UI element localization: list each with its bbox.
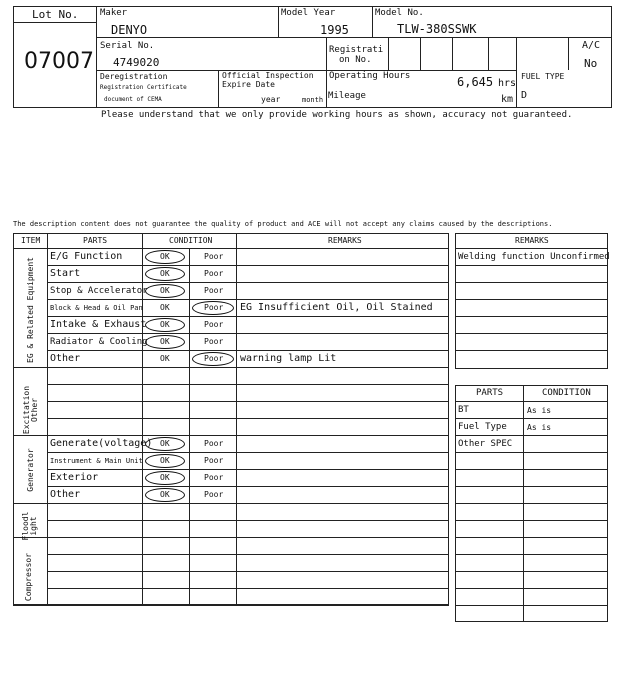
poor-option: Poor bbox=[204, 490, 224, 499]
serial-value: 4749020 bbox=[113, 56, 160, 69]
ok-option: OK bbox=[160, 303, 170, 312]
parts-row-divider bbox=[455, 401, 608, 402]
section-eg-label: EG & Related Equipment bbox=[26, 257, 35, 363]
eg-part: Other bbox=[50, 353, 81, 364]
condition-col-header: CONDITION bbox=[542, 388, 591, 398]
remarks-row-divider bbox=[455, 316, 608, 317]
gen-part: Other bbox=[50, 489, 81, 500]
section-floodlight-label-2: ight bbox=[29, 516, 38, 536]
parts-row-divider bbox=[455, 503, 608, 504]
maker-value: DENYO bbox=[111, 23, 148, 37]
section-excitation-label-2: Other bbox=[30, 397, 39, 423]
year-label: year bbox=[261, 95, 281, 104]
ac-label: A/C bbox=[582, 40, 601, 51]
lot-label: Lot No. bbox=[32, 8, 79, 21]
row-divider bbox=[47, 418, 449, 419]
remarks-row-divider bbox=[455, 248, 608, 249]
remarks-line-1: Welding function Unconfirmed bbox=[458, 252, 610, 262]
maker-label: Maker bbox=[100, 8, 128, 18]
row-divider bbox=[47, 486, 449, 487]
hrs-unit: hrs bbox=[498, 78, 517, 89]
section-divider bbox=[13, 503, 449, 504]
registration-label-line1: Registrati bbox=[329, 45, 384, 55]
ok-option: OK bbox=[160, 354, 170, 363]
parts-col-header: PARTS bbox=[476, 388, 504, 398]
row-divider bbox=[47, 554, 449, 555]
dereg-label: Deregistration bbox=[100, 72, 168, 81]
col-remarks: REMARKS bbox=[328, 236, 362, 245]
parts-row-divider bbox=[455, 537, 608, 538]
parts-row-part: Other SPEC bbox=[458, 439, 513, 449]
parts-row-divider bbox=[455, 571, 608, 572]
row-divider bbox=[47, 282, 449, 283]
month-label: month bbox=[302, 96, 324, 104]
fuel-type-label: FUEL TYPE bbox=[521, 72, 565, 81]
parts-row-divider bbox=[455, 520, 608, 521]
model-year-label: Model Year bbox=[281, 8, 336, 18]
hours-note: Please understand that we only provide working hours as shown, accuracy not guaranteed. bbox=[101, 110, 573, 120]
parts-row-divider bbox=[455, 435, 608, 436]
serial-label: Serial No. bbox=[100, 41, 155, 51]
ok-option: OK bbox=[160, 456, 170, 465]
poor-option: Poor bbox=[204, 337, 224, 346]
poor-option: Poor bbox=[204, 303, 224, 312]
parts-row-condition: As is bbox=[527, 406, 552, 415]
row-divider bbox=[47, 384, 449, 385]
parts-row-divider bbox=[455, 418, 608, 419]
section-divider bbox=[13, 435, 449, 436]
ok-option: OK bbox=[160, 252, 170, 261]
model-year-value: 1995 bbox=[320, 23, 349, 37]
ok-option: OK bbox=[160, 320, 170, 329]
section-excitation-label-1: Excitation bbox=[22, 385, 31, 435]
section-divider bbox=[13, 605, 449, 606]
poor-option: Poor bbox=[204, 269, 224, 278]
eg-part: Intake & Exhaust bbox=[50, 319, 147, 330]
registration-label-line2: on No. bbox=[339, 55, 372, 65]
eg-part: Radiator & Cooling bbox=[50, 337, 148, 347]
parts-row-part: Fuel Type bbox=[458, 422, 507, 432]
col-item: ITEM bbox=[21, 236, 41, 245]
ac-value: No bbox=[584, 57, 598, 70]
gen-part: Instrument & Main Unit bbox=[50, 457, 143, 465]
row-divider bbox=[47, 469, 449, 470]
eg-remark: warning lamp Lit bbox=[240, 353, 337, 364]
poor-option: Poor bbox=[204, 456, 224, 465]
ok-option: OK bbox=[160, 286, 170, 295]
eg-remark: EG Insufficient Oil, Oil Stained bbox=[240, 302, 433, 313]
ok-option: OK bbox=[160, 439, 170, 448]
row-divider bbox=[47, 299, 449, 300]
table-header-divider bbox=[13, 248, 449, 249]
parts-row-condition: As is bbox=[527, 423, 552, 432]
remarks-row-divider bbox=[455, 282, 608, 283]
gen-part: Generate(voltage) bbox=[50, 438, 153, 449]
poor-option: Poor bbox=[204, 286, 224, 295]
mileage-label: Mileage bbox=[328, 91, 366, 101]
parts-row-divider bbox=[455, 452, 608, 453]
section-generator-label: Generator bbox=[26, 448, 35, 492]
section-divider bbox=[13, 367, 449, 368]
ok-option: OK bbox=[160, 473, 170, 482]
lot-number: 07007 bbox=[24, 49, 94, 74]
inspection-label-line1: Official Inspection bbox=[222, 71, 314, 80]
eg-part: Stop & Accelerator bbox=[50, 286, 148, 296]
ok-option: OK bbox=[160, 269, 170, 278]
col-condition: CONDITION bbox=[169, 236, 213, 245]
eg-part: Start bbox=[50, 268, 81, 279]
disclaimer: The description content does not guarantee the quality of product and ACE will not accept any claims caused by the descriptions. bbox=[13, 220, 553, 228]
ok-option: OK bbox=[160, 490, 170, 499]
row-divider bbox=[47, 333, 449, 334]
parts-row-divider bbox=[455, 588, 608, 589]
parts-row-part: BT bbox=[458, 405, 469, 415]
gen-part: Exterior bbox=[50, 472, 99, 483]
inspection-label-line2: Expire Date bbox=[222, 80, 275, 89]
fuel-type-value: D bbox=[521, 90, 528, 101]
reg-cert-label: Registration Certificate bbox=[100, 84, 187, 91]
model-no-label: Model No. bbox=[375, 8, 424, 18]
parts-row-divider bbox=[455, 469, 608, 470]
row-divider bbox=[47, 452, 449, 453]
parts-row-divider bbox=[455, 554, 608, 555]
remarks-row-divider bbox=[455, 350, 608, 351]
parts-row-divider bbox=[455, 605, 608, 606]
poor-option: Poor bbox=[204, 439, 224, 448]
section-floodlight-label-1: Floodl bbox=[21, 511, 30, 541]
operating-hours-label: Operating Hours bbox=[329, 71, 411, 81]
model-no-value: TLW-380SSWK bbox=[397, 22, 477, 36]
remarks-header: REMARKS bbox=[515, 236, 549, 245]
col-parts: PARTS bbox=[83, 236, 108, 245]
km-unit: km bbox=[501, 94, 514, 105]
eg-part: E/G Function bbox=[50, 251, 123, 262]
row-divider bbox=[47, 401, 449, 402]
section-divider bbox=[13, 537, 449, 538]
remarks-row-divider bbox=[455, 265, 608, 266]
section-compressor-label: Compressor bbox=[24, 552, 33, 602]
row-divider bbox=[47, 571, 449, 572]
row-divider bbox=[47, 588, 449, 589]
parts-row-divider bbox=[455, 486, 608, 487]
row-divider bbox=[47, 316, 449, 317]
cema-label: document of CEMA bbox=[104, 96, 162, 103]
poor-option: Poor bbox=[204, 320, 224, 329]
poor-option: Poor bbox=[204, 473, 224, 482]
row-divider bbox=[47, 520, 449, 521]
operating-hours-value: 6,645 bbox=[457, 75, 494, 89]
row-divider bbox=[47, 265, 449, 266]
poor-option: Poor bbox=[204, 252, 224, 261]
poor-option: Poor bbox=[204, 354, 224, 363]
row-divider bbox=[47, 350, 449, 351]
ok-option: OK bbox=[160, 337, 170, 346]
eg-part: Block & Head & Oil Pan bbox=[50, 304, 143, 312]
remarks-row-divider bbox=[455, 333, 608, 334]
remarks-row-divider bbox=[455, 299, 608, 300]
